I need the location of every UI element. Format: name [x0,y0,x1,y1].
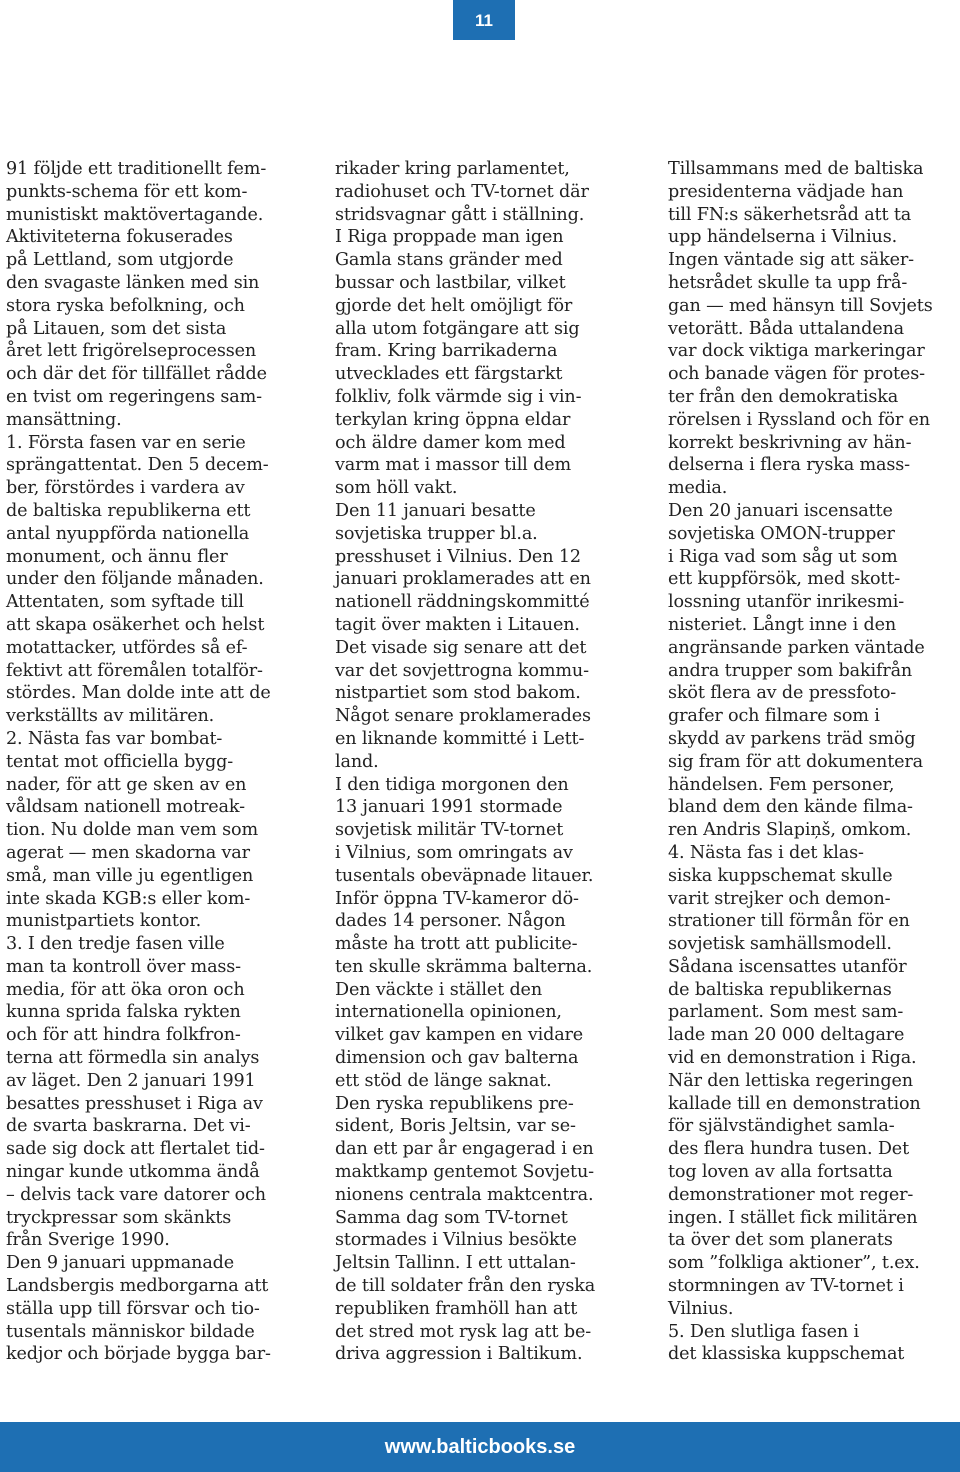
text-line: på Litauen, som det sista [6,318,227,339]
text-line: sprängattentat. Den 5 decem- [6,455,269,476]
text-line: sig fram för att dokumentera [668,751,923,772]
text-line: agerat — men skadorna var [6,842,250,863]
text-line: var dock viktiga markeringar [668,341,925,362]
text-line: små, man ville ju egentligen [6,865,254,886]
text-line: Ingen väntade sig att säker- [668,250,914,271]
text-line: land. [335,751,379,772]
text-line: Något senare proklamerades [335,706,591,727]
text-line: man ta kontroll över mass- [6,956,241,977]
text-line: Inför öppna TV-kameror dö- [335,888,579,909]
text-line: på Lettland, som utgjorde [6,250,234,271]
text-line: – delvis tack vare datorer och [6,1184,266,1205]
text-line: Den ryska republikens pre- [335,1093,574,1114]
text-line: Den 20 januari iscensatte [668,500,893,521]
text-line: Tillsammans med de baltiska [668,159,924,179]
text-line: ingen. I stället fick militären [668,1207,918,1228]
text-line: det stred mot rysk lag att be- [335,1321,591,1342]
text-line: inte skada KGB:s eller kom- [6,888,251,909]
text-line: och där det för tillfället rådde [6,364,267,385]
text-line: ten skulle skrämma balterna. [335,956,593,977]
text-column-3 [668,158,958,1366]
text-line: sade sig dock att flertalet tid- [6,1139,265,1160]
text-line: skydd av parkens träd smög [668,728,916,749]
text-line: från Sverige 1990. [6,1230,170,1251]
text-line: till FN:s säkerhetsråd att ta [668,204,912,225]
text-line: varm mat i massor till dem [335,455,571,476]
text-line: folkliv, folk värmde sig i vin- [335,386,582,407]
text-line: internationella opinionen, [335,1002,562,1023]
text-line: terna att förmedla sin analys [6,1048,260,1069]
text-line: hetsrådet skulle ta upp frå- [668,272,908,293]
text-line: nationell räddningskommitté [335,592,590,613]
text-line: sovjetiska OMON-trupper [668,523,895,544]
text-line: republiken framhöll han att [335,1298,578,1319]
text-line: nisteriet. Långt inne i den [668,614,897,635]
text-line: parlament. Som mest sam- [668,1002,904,1023]
text-line: maktkamp gentemot Sovjetu- [335,1162,594,1183]
text-column-1 [6,158,296,1366]
text-line: mansättning. [6,409,122,430]
text-line: i Vilnius, som omringats av [335,842,573,863]
text-line: terkylan kring öppna eldar [335,409,571,430]
text-line: och för att hindra folkfron- [6,1025,241,1046]
text-line: tusentals människor bildade [6,1321,255,1342]
text-line: varit strejker och demon- [668,888,891,909]
text-line: munistpartiets kontor. [6,911,202,932]
text-line: den svagaste länken med sin [6,272,260,293]
text-line: som höll vakt. [335,478,458,499]
text-line: dimension och gav balterna [335,1048,579,1069]
text-line: dan ett par år engagerad i en [335,1139,594,1160]
text-line: stora ryska befolkning, och [6,295,245,316]
text-line: media, för att öka oron och [6,979,245,1000]
text-line: de baltiska republikerna ett [6,500,251,521]
text-line: händelsen. Fem personer, [668,774,895,795]
text-line: demonstrationer mot reger- [668,1184,914,1205]
text-line: 4. Nästa fas i det klas- [668,842,864,863]
text-line: ett kuppförsök, med skott- [668,569,901,590]
footer-website-link[interactable]: www.balticbooks.se [384,1435,576,1458]
text-line: januari proklamerades att en [335,569,591,590]
text-line: motattacker, utfördes så ef- [6,637,248,658]
text-line: grafer och filmare som i [668,706,880,727]
text-line: dades 14 personer. Någon [335,911,566,932]
text-line: driva aggression i Baltikum. [335,1344,583,1365]
text-line: radiohuset och TV-tornet där [335,181,589,202]
text-line: det klassiska kuppschemat [668,1344,905,1365]
text-line: stormningen av TV-tornet i [668,1276,904,1297]
text-line: delserna i flera ryska mass- [668,455,910,476]
text-column-2 [335,158,625,1366]
text-line: bussar och lastbilar, vilket [335,272,566,293]
text-line: sovjetisk samhällsmodell. [668,934,892,955]
text-line: tentat mot officiella bygg- [6,751,234,772]
footer-bar [0,1422,960,1472]
text-line: ta över det som planerats [668,1230,893,1251]
text-line: nader, för att ge sken av en [6,774,247,795]
text-line: Samma dag som TV-tornet [335,1207,568,1228]
text-line: antal nyuppförda nationella [6,523,250,544]
page-number: 11 [475,10,493,30]
text-line: stridsvagnar gått i ställning. [335,204,585,225]
text-line: och äldre damer kom med [335,432,566,453]
text-line: upp händelserna i Vilnius. [668,227,898,248]
text-line: 91 följde ett traditionellt fem- [6,159,267,179]
text-line: året lett frigörelseprocessen [6,341,257,362]
text-line: att skapa osäkerhet och helst [6,614,265,635]
text-line: vilket gav kampen en vidare [335,1025,584,1046]
text-line: ter från den demokratiska [668,386,899,407]
text-line: lossning utanför inrikesmi- [668,592,905,613]
text-line: utvecklades ett färgstarkt [335,364,563,385]
text-line: tusentals obeväpnade litauer. [335,865,594,886]
text-line: ren Andris Slapiņš, omkom. [668,820,912,841]
text-line: nionens centrala maktcentra. [335,1184,594,1205]
text-line: de svarta baskrarna. Det vi- [6,1116,251,1137]
text-line: sovjetiska trupper bl.a. [335,523,538,544]
text-line: När den lettiska regeringen [668,1070,913,1091]
text-line: Attentaten, som syftade till [6,592,244,613]
text-line: verkställts av militären. [6,706,215,727]
text-line: tion. Nu dolde man vem som [6,820,258,841]
text-line: 1. Första fasen var en serie [6,432,246,453]
text-line: angränsande parken väntade [668,637,925,658]
text-line: för självständighet samla- [668,1116,895,1137]
text-line: besattes presshuset i Riga av [6,1093,263,1114]
text-line: sköt flera av de pressfoto- [668,683,897,704]
text-line: 3. I den tredje fasen ville [6,934,225,955]
text-line: I den tidiga morgonen den [335,774,569,795]
text-line: 5. Den slutliga fasen i [668,1321,860,1342]
text-line: Sådana iscensattes utanför [668,956,907,977]
text-line: Den väckte i stället den [335,979,543,1000]
text-line: stördes. Man dolde inte att de [6,683,271,704]
text-line: tagit över makten i Litauen. [335,614,580,635]
text-line: våldsam nationell motreak- [6,797,245,818]
text-line: gan — med hänsyn till Sovjets [668,295,933,316]
text-line: sident, Boris Jeltsin, var se- [335,1116,576,1137]
text-line: kallade till en demonstration [668,1093,921,1114]
page-number-badge [453,0,515,40]
text-line: rikader kring parlamentet, [335,159,570,179]
text-line: Jeltsin Tallinn. I ett uttalan- [335,1253,576,1274]
text-line: Det visade sig senare att det [335,637,587,658]
text-line: des flera hundra tusen. Det [668,1139,909,1160]
text-line: sovjetisk militär TV-tornet [335,820,564,841]
text-line: kedjor och började bygga bar- [6,1344,271,1365]
text-line: kunna sprida falska rykten [6,1002,241,1023]
text-line: de baltiska republikernas [668,979,892,1000]
text-line: Vilnius. [668,1298,734,1319]
text-line: tog loven av alla fortsatta [668,1162,893,1183]
text-line: i Riga vad som såg ut som [668,546,898,567]
text-line: alla utom fotgängare att sig [335,318,580,339]
text-line: presidenterna vädjade han [668,181,904,202]
text-line: vetorätt. Båda uttalandena [668,318,905,339]
text-line: nistpartiet som stod bakom. [335,683,581,704]
text-line: andra trupper som bakifrån [668,660,913,681]
text-line: var det sovjettrogna kommu- [335,660,589,681]
text-line: måste ha trott att publicite- [335,934,578,955]
text-line: presshuset i Vilnius. Den 12 [335,546,581,567]
text-line: och banade vägen för protes- [668,364,925,385]
text-line: strationer till förmån för en [668,911,910,932]
text-line: 13 januari 1991 stormade [335,797,563,818]
text-line: ett stöd de länge saknat. [335,1070,552,1091]
text-line: vid en demonstration i Riga. [668,1048,917,1069]
text-line: Aktiviteterna fokuserades [6,227,233,248]
text-line: fram. Kring barrikaderna [335,341,558,362]
text-line: ningar kunde utkomma ändå [6,1162,260,1183]
text-line: bland dem den kände filma- [668,797,913,818]
text-line: munistiskt maktövertagande. [6,204,264,225]
text-line: siska kuppschemat skulle [668,865,893,886]
text-line: stormades i Vilnius besökte [335,1230,577,1251]
text-line: av läget. Den 2 januari 1991 [6,1070,256,1091]
text-line: korrekt beskrivning av hän- [668,432,912,453]
text-line: en liknande kommitté i Lett- [335,728,585,749]
text-line: gjorde det helt omöjligt för [335,295,573,316]
text-line: under den följande månaden. [6,569,264,590]
text-line: Den 9 januari uppmanade [6,1253,235,1274]
text-line: fektivt att föremålen totalför- [6,660,263,681]
text-line: 2. Nästa fas var bombat- [6,728,223,749]
text-line: Den 11 januari besatte [335,500,536,521]
text-line: de till soldater från den ryska [335,1276,596,1297]
text-line: monument, och ännu fler [6,546,228,567]
text-line: punkts-schema för ett kom- [6,181,248,202]
text-line: en tvist om regeringens sam- [6,386,262,407]
text-line: Gamla stans gränder med [335,250,563,271]
text-line: Landsbergis medborgarna att [6,1276,269,1297]
text-line: lade man 20 000 deltagare [668,1025,905,1046]
text-line: som ”folkliga aktioner”, t.ex. [668,1253,920,1274]
text-line: ställa upp till försvar och tio- [6,1298,260,1319]
text-line: rörelsen i Ryssland och för en [668,409,930,430]
text-line: tryckpressar som skänkts [6,1207,232,1228]
text-line: ber, förstördes i vardera av [6,478,245,499]
text-line: I Riga proppade man igen [335,227,564,248]
text-line: media. [668,478,728,499]
